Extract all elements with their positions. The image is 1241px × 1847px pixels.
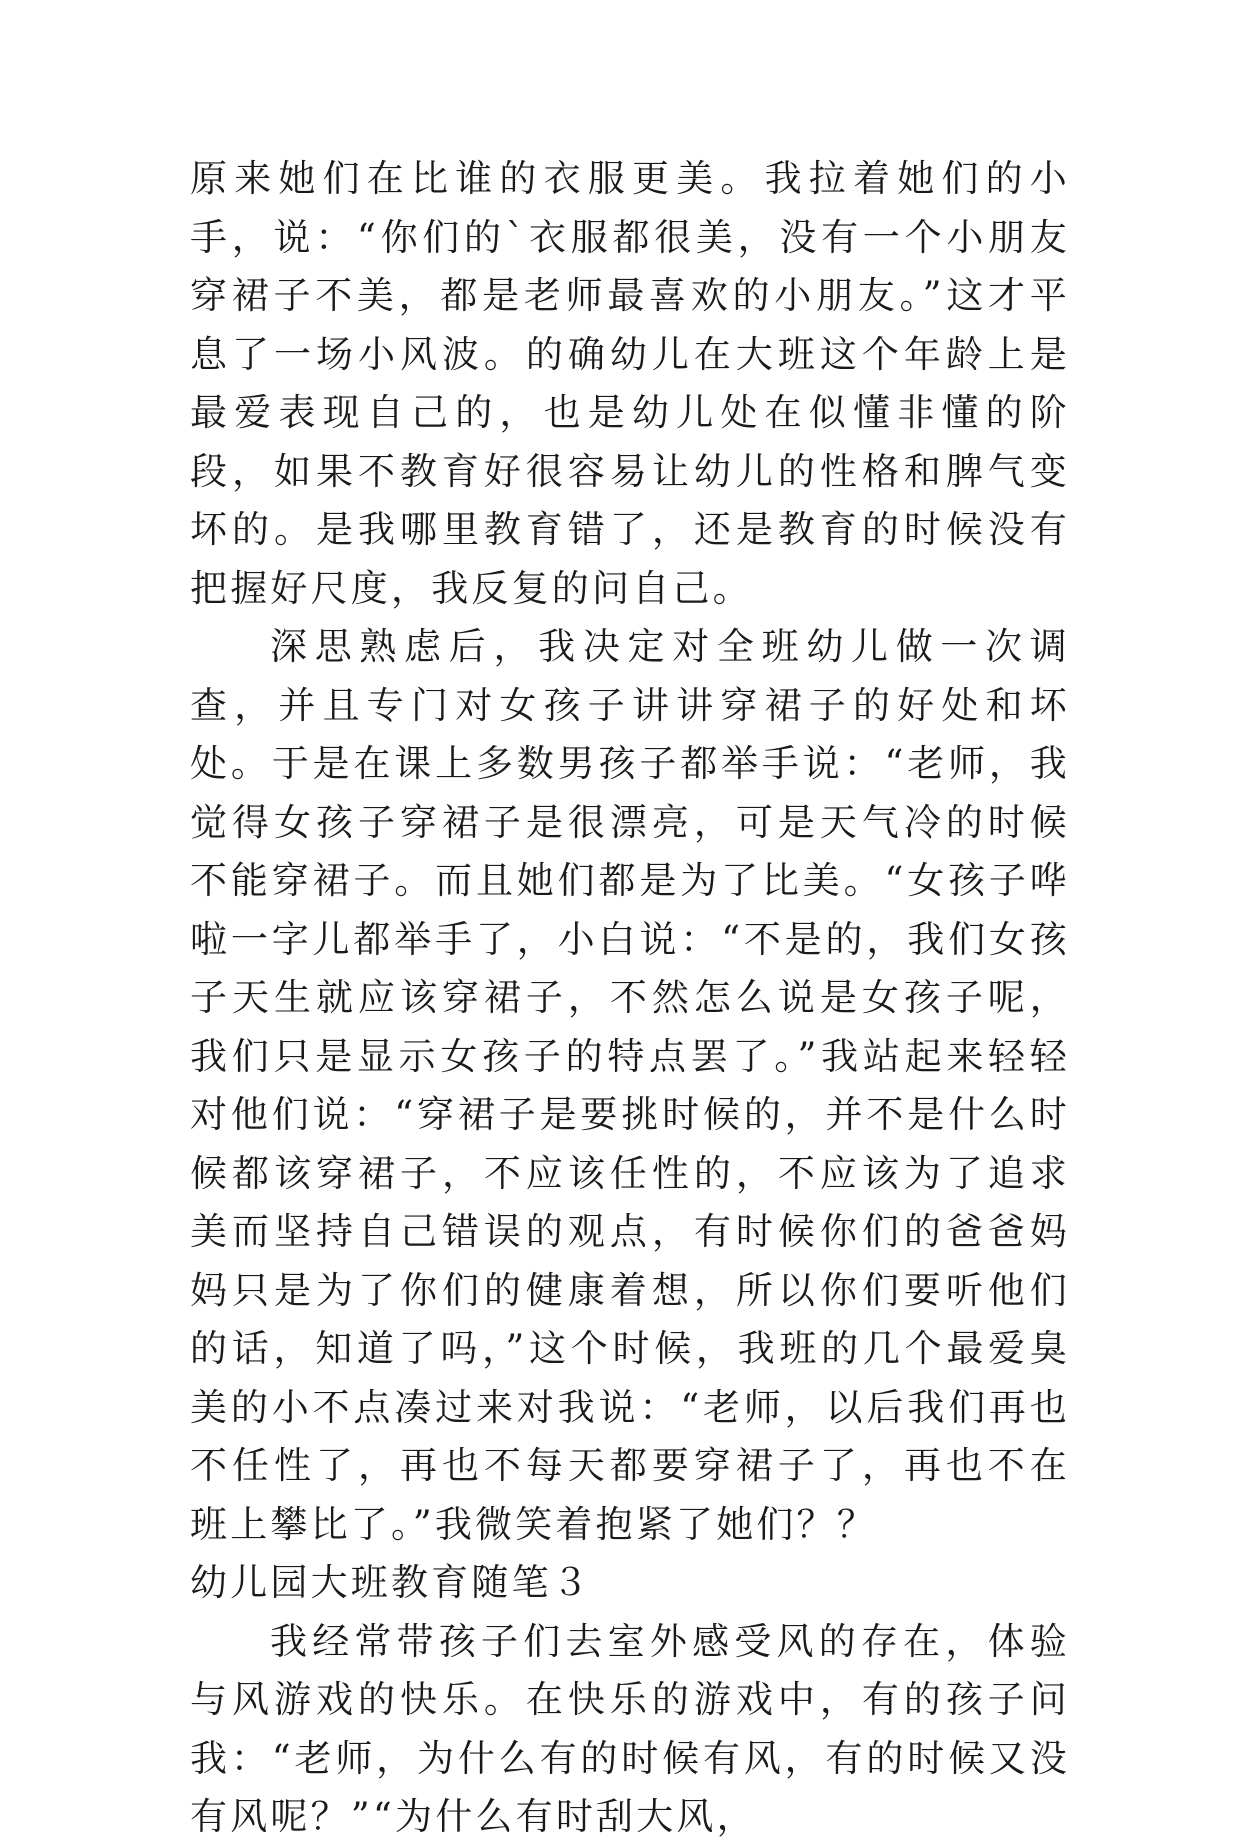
section-title: 幼儿园大班教育随笔３ <box>190 1561 592 1604</box>
document-page <box>190 150 1070 1847</box>
body-paragraph-2: 深思熟虑后，我决定对全班幼儿做一次调查，并且专门对女孩子讲讲穿裙子的好处和坏处。于是在课上多数男孩子都举手说：“老师，我觉得女孩子穿裙子是很漂亮，可是天气冷的时候不能穿裙子。而且她们都是为了比美。“女孩子哗啦一字儿都举手了，小白说：“不是的，我们女孩子天生就应该穿裙子，不然怎么说是女孩子呢，我们只是显示女孩子的特点罢了。”我站起来轻轻对他们说：“穿裙子是要挑时候的，并不是什么时候都该穿裙子，不应该任性的，不应该为了追求美而坚持自己错误的观点，有时候你们的爸爸妈妈只是为了你们的健康着想，所以你们要听他们的话，知道了吗，”这个时候，我班的几个最爱臭美的小不点凑过来对我说：“老师，以后我们再也不任性了，再也不每天都要穿裙子了，再也不在班上攀比了。”我微笑着抱紧了她们？？ <box>190 625 1070 1546</box>
body-paragraph-1: 原来她们在比谁的衣服更美。我拉着她们的小手，说：“你们的`衣服都很美，没有一个小朋友穿裙子不美，都是老师最喜欢的小朋友。”这才平息了一场小风波。的确幼儿在大班这个年龄上是最爱表现自己的，也是幼儿处在似懂非懂的阶段，如果不教育好很容易让幼儿的性格和脾气变坏的。是我哪里教育错了，还是教育的时候没有把握好尺度，我反复的问自己。 <box>190 157 1070 610</box>
body-paragraph-3: 我经常带孩子们去室外感受风的存在，体验与风游戏的快乐。在快乐的游戏中，有的孩子问我：“老师，为什么有的时候有风，有的时候又没有风呢？”“为什么有时刮大风， <box>190 1619 1070 1838</box>
